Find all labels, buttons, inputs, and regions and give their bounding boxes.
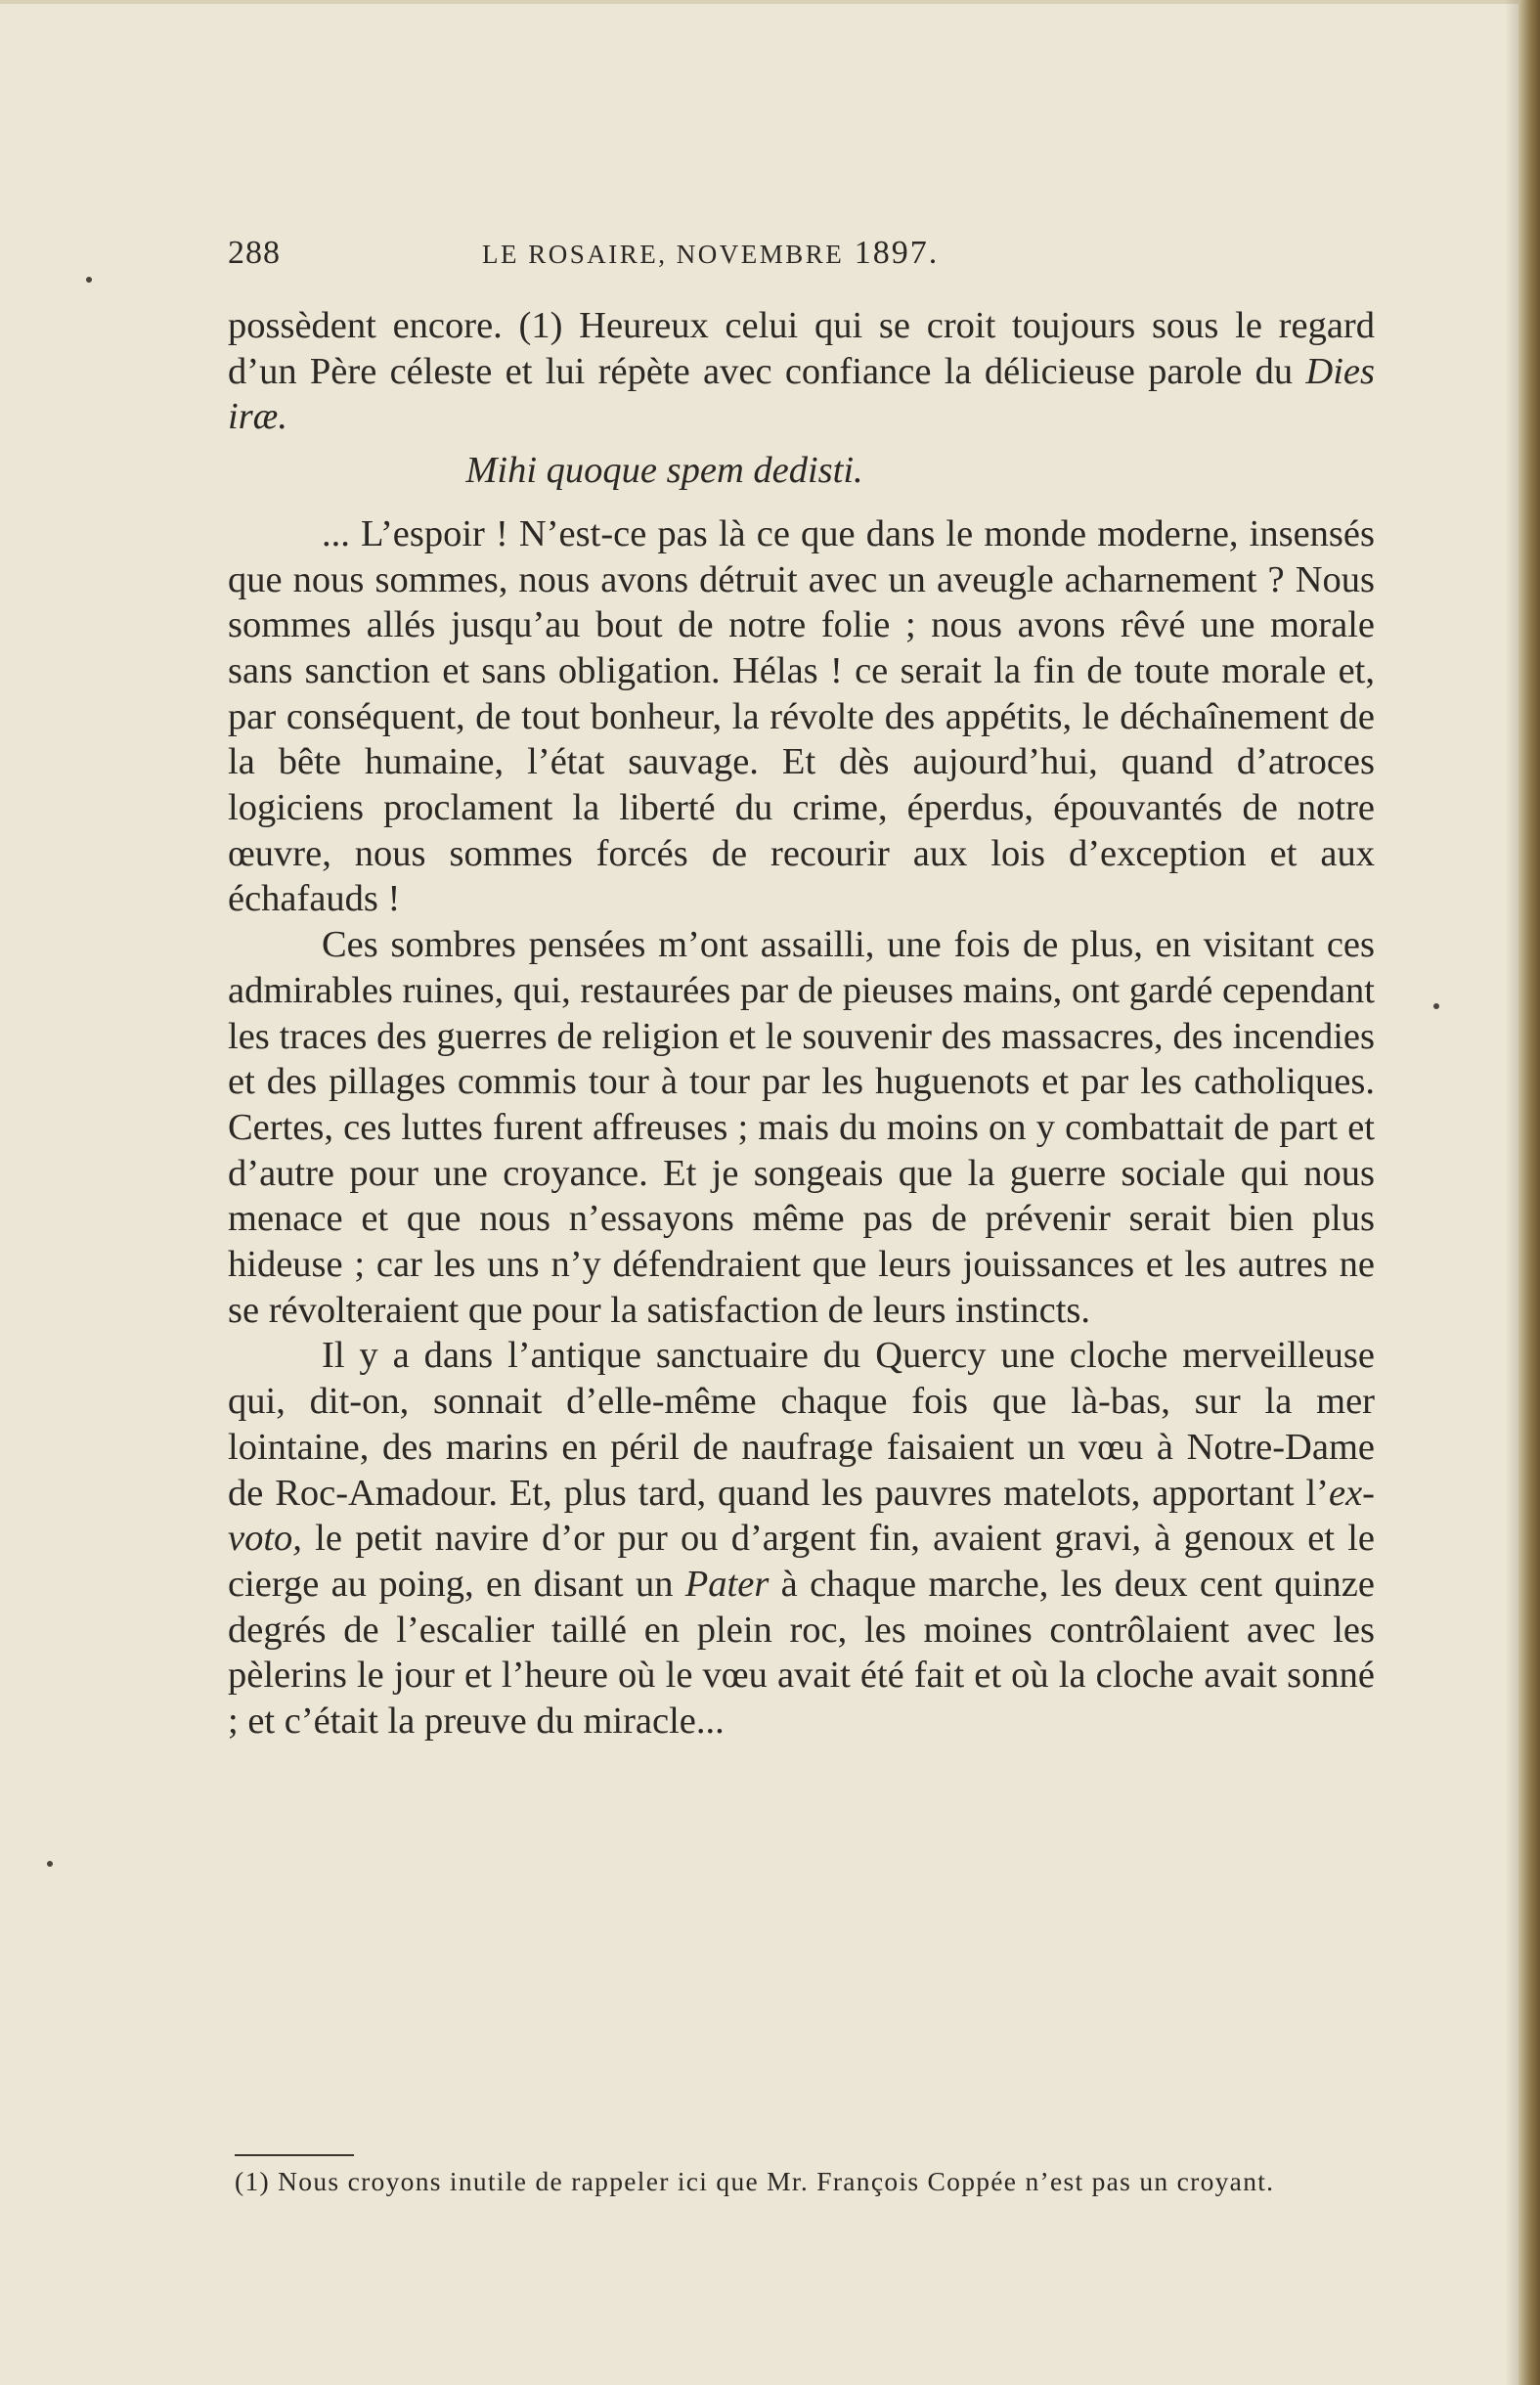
latin-quotation-text: Mihi quoque spem dedisti. xyxy=(465,450,863,492)
paragraph-4-text-a: Il y a dans l’antique sanctuaire du Quercy une cloche merveilleuse qui, dit-on, sonnait d’elle-même chaque fois que là-bas, sur la mer lointaine, des marins en péril de naufrage faisaient un vœu à Notre-Dame de Roc-Amadour. Et, plus tard, quand les pauvres matelots, apportant l’ xyxy=(228,1335,1375,1514)
paragraph-4-italic-pater: Pater xyxy=(684,1563,770,1605)
body-text xyxy=(228,303,1375,1745)
running-head-title: LE ROSAIRE, NOVEMBRE xyxy=(482,240,845,269)
paragraph-3: Ces sombres pensées m’ont assailli, une fois de plus, en visitant ces admirables ruines, qui, restaurées par de pieuses mains, ont gardé cependant les traces des guerres de religion et le souvenir des massacres, des incendies et des pillages commis tour à tour par les huguenots et par les catholiques. Certes, ces luttes furent affreuses ; mais du moins on y combattait de part et d’autre pour une croyance. Et je songeais que la guerre sociale qui nous menace et que nous n’essayons même pas de prévenir serait bien plus hideuse ; car les uns n’y défendraient que leurs jouissances et les autres ne se révolteraient que pour la satisfaction de leurs instincts. xyxy=(228,924,1375,1331)
paragraph-4-text-b: le petit navire d’or pur ou d’argent fin, avaient gravi, à genoux et le cierge au poing, en disant un xyxy=(228,1518,1375,1605)
paper-speck xyxy=(47,1861,53,1867)
running-head xyxy=(482,235,939,272)
paper-speck xyxy=(86,277,92,283)
paper-speck xyxy=(1433,1003,1439,1009)
paragraph-1-text: possèdent encore. (1) Heureux celui qui se croit toujours sous le regard d’un Père céleste et lui répète avec confiance la délicieuse parole du xyxy=(228,305,1375,392)
page-edge-shadow xyxy=(1505,0,1518,2385)
footnote: (1) Nous croyons inutile de rappeler ici que Mr. François Coppée n’est pas un croyant. xyxy=(235,2166,1275,2196)
page-edge xyxy=(1518,0,1540,2385)
paragraph-4-italic-ex-voto: ex-voto, xyxy=(228,1472,1375,1560)
latin-quotation xyxy=(228,448,1375,494)
page-top-edge xyxy=(0,0,1540,4)
footnote-separator xyxy=(235,2154,354,2156)
paragraph-1-italic: Dies iræ. xyxy=(228,350,1375,438)
paragraph-4 xyxy=(228,1333,1375,1744)
page-number: 288 xyxy=(228,235,281,271)
paragraph-4-text-c: à chaque marche, les deux cent quinze degrés de l’escalier taillé en plein roc, les moines contrôlaient avec les pèlerins le jour et l’heure où le vœu avait été fait et où la cloche avait sonné ; et c’était la preuve du miracle... xyxy=(228,1563,1375,1743)
page-header xyxy=(228,235,1382,284)
paragraph-1 xyxy=(228,303,1375,440)
paragraph-2: ... L’espoir ! N’est-ce pas là ce que dans le monde moderne, insensés que nous sommes, nous avons détruit avec un aveugle acharnement ? Nous sommes allés jusqu’au bout de notre folie ; nous avons rêvé une morale sans sanction et sans obligation. Hélas ! ce serait la fin de toute morale et, par conséquent, de tout bonheur, la révolte des appétits, le déchaînement de la bête humaine, l’état sauvage. Et dès aujourd’hui, quand d’atroces logiciens proclament la liberté du crime, éperdus, épouvantés de notre œuvre, nous sommes forcés de recourir aux lois d’exception et aux échafauds ! xyxy=(228,512,1375,920)
running-head-year: 1897. xyxy=(854,235,940,271)
